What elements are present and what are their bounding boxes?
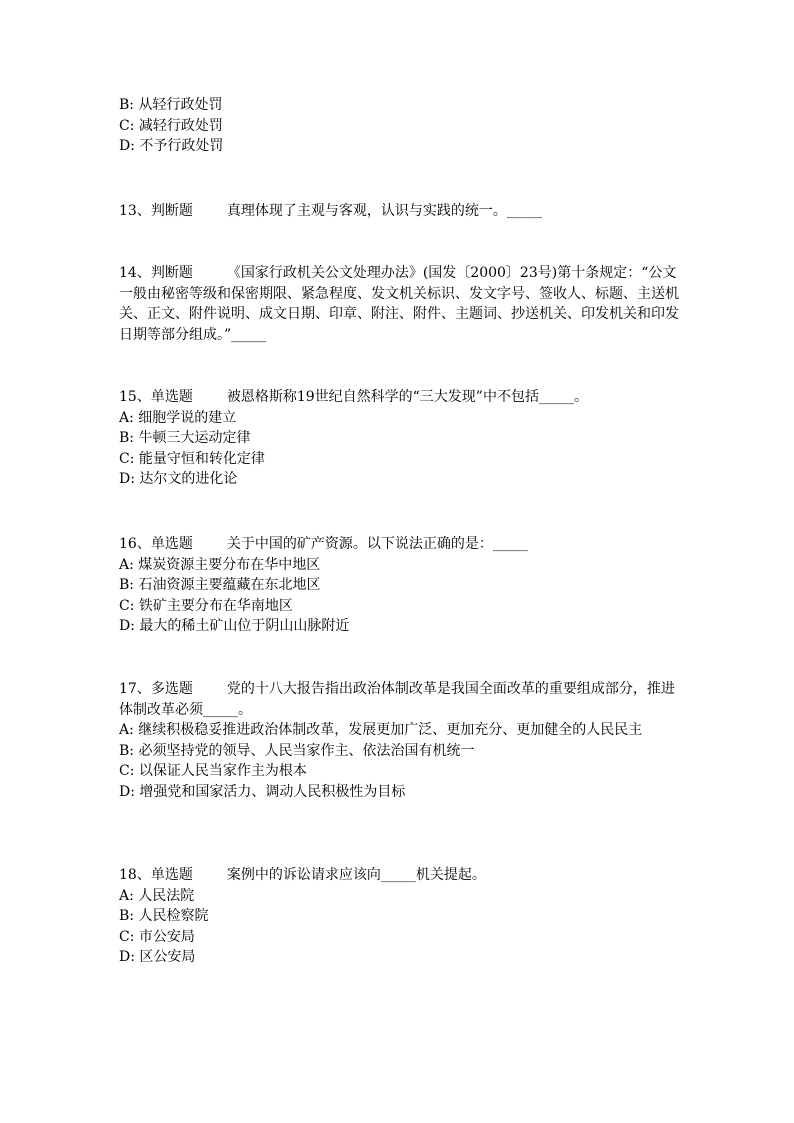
- question-type: 单选题: [150, 389, 193, 405]
- option-b: B: 石油资源主要蕴藏在东北地区: [119, 577, 321, 594]
- question-type: 多选题: [150, 681, 193, 697]
- option-b: B: 从轻行政处罚: [119, 97, 223, 113]
- option-c: C: 能量守恒和转化定律: [119, 450, 265, 467]
- option-d: D: 最大的稀土矿山位于阴山山脉附近: [119, 618, 350, 635]
- option-c: C: 以保证人民当家作主为根本: [119, 763, 307, 780]
- question-number: 16、: [119, 536, 151, 552]
- question-header: [119, 387, 681, 408]
- question-stem: 被恩格斯称19世纪自然科学的“三大发现”中不包括_____。: [226, 389, 588, 405]
- question-18: [119, 865, 681, 968]
- option-a: A: 煤炭资源主要分布在华中地区: [119, 556, 321, 573]
- question-number: 14、: [119, 265, 151, 281]
- question-stem: 案例中的诉讼请求应该向_____机关提起。: [226, 867, 486, 883]
- question-stem: 真理体现了主观与客观，认识与实践的统一。_____: [226, 203, 542, 219]
- question-stem: 《国家行政机关公文处理办法》(国发〔2000〕23号)第十条规定：“公文一般由秘密等级和保密期限、紧急程度、发文机关标识、发文字号、签收人、标题、主送机关、正文、附件说明、成文日期、印章、附注、附件、主题词、抄送机关、印发机关和印发日期等部分组成。”_____: [119, 265, 679, 343]
- option-b: B: 牛顿三大运动定律: [119, 430, 251, 447]
- option-c: C: 市公安局: [119, 928, 195, 945]
- option-b: B: 人民检察院: [119, 908, 209, 925]
- question-14: [119, 263, 681, 345]
- question-15: [119, 387, 681, 490]
- question-header: [119, 263, 681, 345]
- question-stem: 关于中国的矿产资源。以下说法正确的是：_____: [226, 536, 528, 552]
- question-header: [119, 534, 681, 555]
- previous-question-options: [119, 95, 681, 157]
- question-number: 18、: [119, 867, 151, 883]
- question-type: 单选题: [150, 867, 193, 883]
- question-number: 17、: [119, 681, 151, 697]
- question-type: 单选题: [150, 536, 193, 552]
- question-13: [119, 201, 681, 222]
- option-c: C: 铁矿主要分布在华南地区: [119, 597, 293, 614]
- question-number: 13、: [119, 203, 151, 219]
- option-d: D: 不予行政处罚: [119, 138, 224, 155]
- question-header: [119, 865, 681, 886]
- option-d: D: 区公安局: [119, 949, 196, 966]
- question-header: [119, 201, 681, 222]
- question-17: [119, 679, 681, 803]
- option-a: A: 细胞学说的建立: [119, 409, 237, 426]
- option-a: A: 人民法院: [119, 887, 195, 904]
- option-b: B: 必须坚持党的领导、人民当家作主、依法治国有机统一: [119, 742, 475, 759]
- question-type: 判断题: [150, 203, 193, 219]
- question-header: [119, 679, 681, 720]
- option-d: D: 达尔文的进化论: [119, 471, 238, 488]
- question-16: [119, 534, 681, 637]
- option-d: D: 增强党和国家活力、调动人民积极性为目标: [119, 783, 406, 800]
- question-type: 判断题: [150, 265, 193, 281]
- question-stem: 党的十八大报告指出政治体制改革是我国全面改革的重要组成部分，推进体制改革必须_____。: [119, 681, 675, 718]
- question-number: 15、: [119, 389, 151, 405]
- option-a: A: 继续积极稳妥推进政治体制改革，发展更加广泛、更加充分、更加健全的人民民主: [119, 722, 643, 739]
- option-c: C: 减轻行政处罚: [119, 117, 223, 134]
